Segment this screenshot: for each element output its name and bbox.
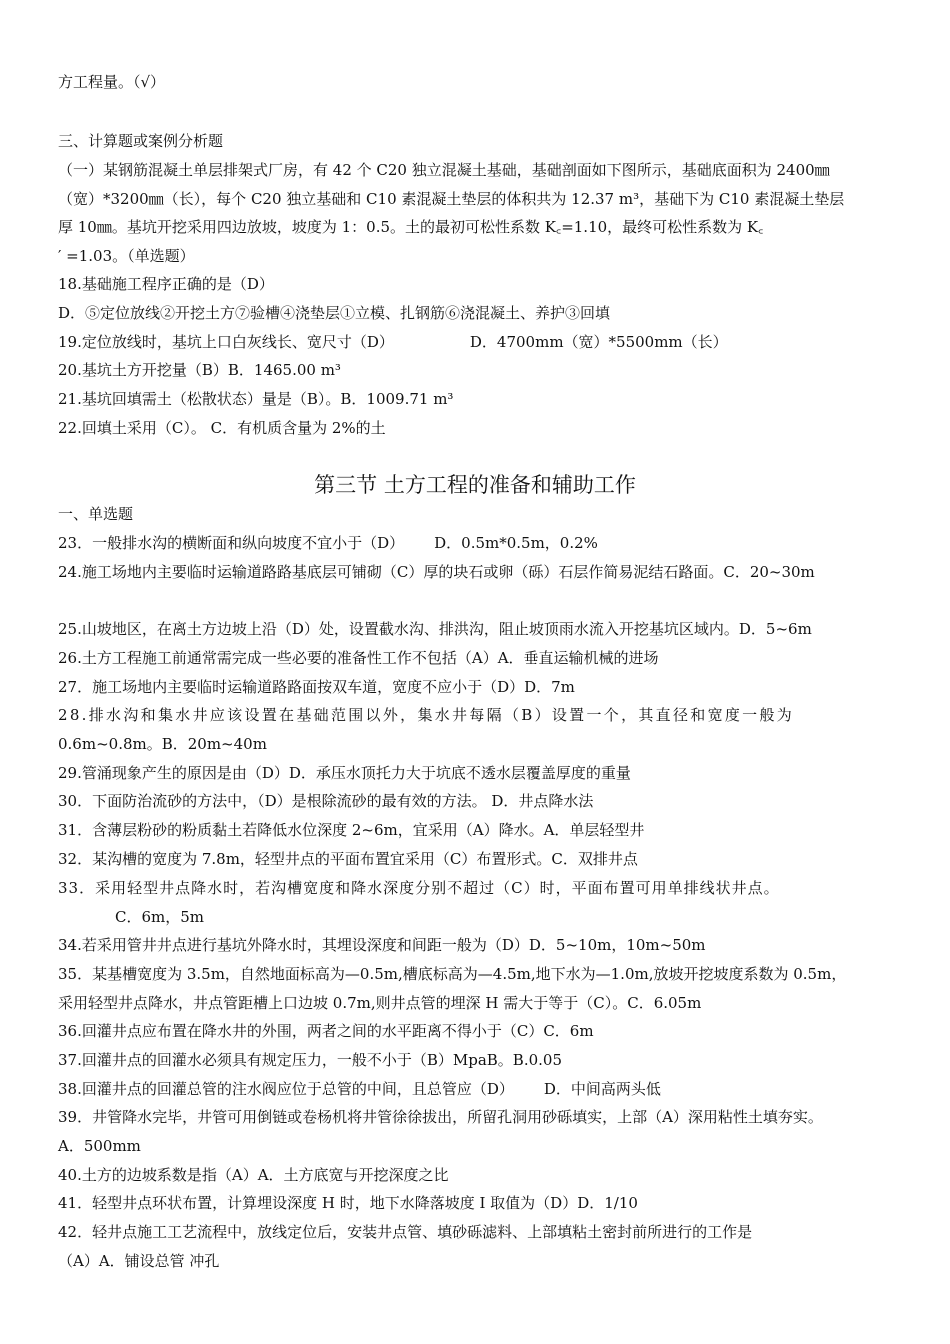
question-24: 24.施工场地内主要临时运输道路路基底层可铺砌（C）厚的块石或卵（砾）石层作简易泥结石路面。C．20~30m <box>58 563 815 581</box>
question-33-line-1: 33．采用轻型井点降水时，若沟槽宽度和降水深度分别不超过（C）时，平面布置可用单排线状井点。 <box>58 879 780 897</box>
question-28-line-2: 0.6m~0.8m。B．20m~40m <box>58 735 267 753</box>
question-22: 22.回填土采用（C）。 C．有机质含量为 2%的土 <box>58 419 386 437</box>
question-29: 29.管涌现象产生的原因是由（D）D．承压水顶托力大于坑底不透水层覆盖厚度的重量 <box>58 764 631 782</box>
case-text-line-1: （一）某钢筋混凝土单层排架式厂房，有 42 个 C20 独立混凝土基础，基础剖面如下图所示，基础底面积为 2400㎜ <box>58 161 830 179</box>
question-30: 30．下面防治流砂的方法中，（D）是根除流砂的最有效的方法。 D．井点降水法 <box>58 792 594 810</box>
question-19-row <box>58 332 910 352</box>
question-42-line-1: 42．轻井点施工工艺流程中，放线定位后，安装井点管、填砂砾滤料、上部填粘土密封前所进行的工作是 <box>58 1223 753 1241</box>
question-26: 26.土方工程施工前通常需完成一些必要的准备性工作不包括（A）A．垂直运输机械的进场 <box>58 649 659 667</box>
question-18-answer: D．⑤定位放线②开挖土方⑦验槽④浇垫层①立模、扎钢筋⑥浇混凝土、养护③回填 <box>58 304 611 322</box>
question-35-line-2: 采用轻型井点降水，井点管距槽上口边坡 0.7m,则井点管的埋深 H 需大于等于（C）。C．6.05m <box>58 994 702 1012</box>
case-text-line-3: 厚 10㎜。基坑开挖采用四边放坡，坡度为 1：0.5。土的最初可松性系数 K꜀=1.10，最终可松性系数为 K꜀ <box>58 218 764 236</box>
question-31: 31．含薄层粉砂的粉质黏土若降低水位深度 2~6m，宜采用（A）降水。A．单层轻型井 <box>58 821 645 839</box>
question-18: 18.基础施工程序正确的是（D） <box>58 275 274 293</box>
question-33-line-2: C．6m，5m <box>115 908 205 926</box>
question-41: 41．轻型井点环状布置，计算埋设深度 H 时，地下水降落坡度 I 取值为（D）D．1/10 <box>58 1194 638 1212</box>
question-40: 40.土方的边坡系数是指（A）A．土方底宽与开挖深度之比 <box>58 1166 449 1184</box>
section-heading: 第三节 土方工程的准备和辅助工作 <box>314 473 636 497</box>
case-text-line-2: （宽）*3200㎜（长），每个 C20 独立基础和 C10 素混凝土垫层的体积共为 12.37 m³，基础下为 C10 素混凝土垫层 <box>58 190 845 208</box>
question-36: 36.回灌井点应布置在降水井的外围，两者之间的水平距离不得小于（C）C．6m <box>58 1022 594 1040</box>
question-34: 34.若采用管井井点进行基坑外降水时，其埋设深度和间距一般为（D）D．5~10m，10m~50m <box>58 936 706 954</box>
question-20: 20.基坑土方开挖量（B）B．1465.00 m³ <box>58 361 341 379</box>
intro-line: 方工程量。（√） <box>58 73 166 91</box>
single-choice-title: 一、单选题 <box>58 505 134 523</box>
question-38: 38.回灌井点的回灌总管的注水阀应位于总管的中间，且总管应（D） <box>58 1080 514 1098</box>
question-25: 25.山坡地区，在离土方边坡上沿（D）处，设置截水沟、排洪沟，阻止坡顶雨水流入开挖基坑区域内。D．5~6m <box>58 620 812 638</box>
section-three-title: 三、计算题或案例分析题 <box>58 132 224 150</box>
case-text-line-4: ′ =1.03。（单选题） <box>58 247 195 265</box>
question-23-row <box>58 533 910 553</box>
question-38-row <box>58 1079 910 1099</box>
question-38-answer: D．中间高两头低 <box>543 1080 661 1098</box>
question-42-line-2: （A）A．铺设总管 冲孔 <box>58 1252 220 1270</box>
question-19: 19.定位放线时，基坑上口白灰线长、宽尺寸（D） <box>58 333 394 351</box>
question-37: 37.回灌井点的回灌水必须具有规定压力，一般不小于（B）MpaB。B.0.05 <box>58 1051 562 1069</box>
question-23-answer: D．0.5m*0.5m，0.2% <box>434 534 598 552</box>
question-39-line-2: A．500mm <box>58 1137 141 1155</box>
question-19-answer: D．4700mm（宽）*5500mm（长） <box>469 333 728 351</box>
question-23: 23．一般排水沟的横断面和纵向坡度不宜小于（D） <box>58 534 405 552</box>
question-32: 32．某沟槽的宽度为 7.8m，轻型井点的平面布置宜采用（C）布置形式。C．双排井点 <box>58 850 638 868</box>
question-39-line-1: 39．井管降水完毕，井管可用倒链或卷杨机将井管徐徐拔出，所留孔洞用砂砾填实，上部（A）深用粘性土填夯实。 <box>58 1108 823 1126</box>
question-28-line-1: 28.排水沟和集水井应该设置在基础范围以外，集水井每隔（B）设置一个，其直径和宽度一般为 <box>58 706 795 724</box>
question-21: 21.基坑回填需土（松散状态）量是（B）。B．1009.71 m³ <box>58 390 454 408</box>
question-35-line-1: 35．某基槽宽度为 3.5m，自然地面标高为—0.5m,槽底标高为—4.5m,地下水为—1.0m,放坡开挖坡度系数为 0.5m， <box>58 965 847 983</box>
question-27: 27．施工场地内主要临时运输道路路面按双车道，宽度不应小于（D）D．7m <box>58 678 575 696</box>
